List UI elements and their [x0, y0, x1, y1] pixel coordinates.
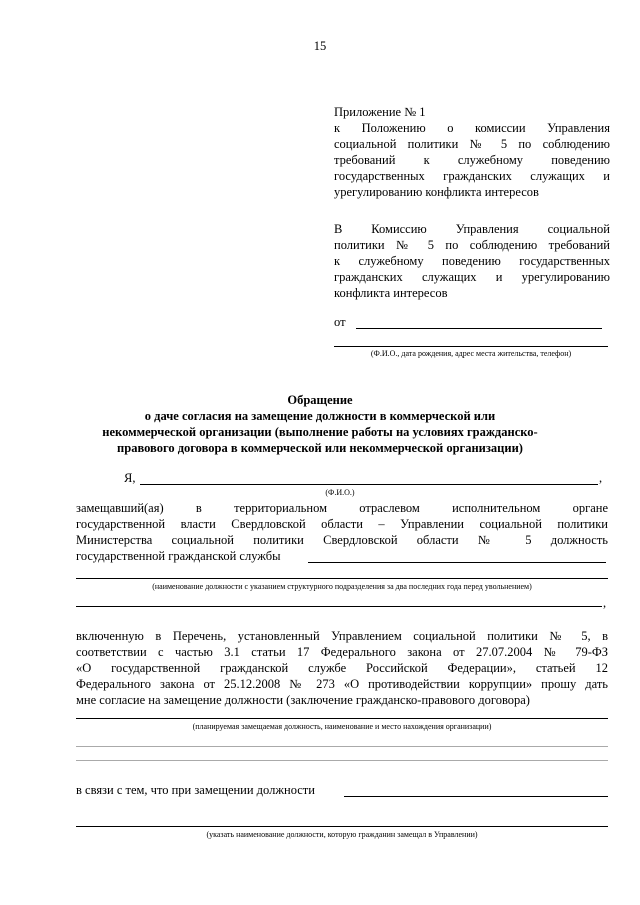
addressee-line: В Комиссию Управления социальной [334, 222, 610, 236]
appendix-line: требований к служебному поведению [334, 153, 610, 167]
planned-position-field-line[interactable] [76, 718, 608, 719]
planned-position-field-line-3[interactable] [76, 760, 608, 761]
former-position-caption: (указать наименование должности, которую гражданин замещал в Управлении) [206, 830, 478, 839]
connection-field-line[interactable] [344, 796, 608, 797]
paragraph-line: государственной власти Свердловской области – Управлении социальной политики [76, 517, 608, 531]
addressee-line: политики № 5 по соблюдению требований [334, 238, 610, 252]
ya-end-comma: , [599, 471, 603, 485]
from-field-line[interactable] [356, 328, 602, 329]
from-caption: (Ф.И.О., дата рождения, адрес места жительства, телефон) [370, 349, 572, 358]
position-field-line-3[interactable] [76, 606, 602, 607]
former-position-field-line[interactable] [76, 826, 608, 827]
document-subtitle-line: правового договора в коммерческой или некоммерческой организации) [117, 441, 523, 455]
paragraph-line: мне согласие на замещение должности (заключение гражданско-правового договора) [76, 693, 530, 707]
paragraph-line: Федерального закона от 25.12.2008 № 273 «О противодействии коррупции» прошу дать [76, 677, 608, 691]
paragraph-line: соответствии с частью 3.1 статьи 17 Федерального закона от 27.07.2004 № 79-ФЗ [76, 645, 608, 659]
paragraph-line: «О государственной гражданской службе Российской Федерации», статьей 12 [76, 661, 608, 675]
position-field-line-2[interactable] [76, 578, 608, 579]
appendix-line: урегулированию конфликта интересов [334, 185, 539, 199]
ya-label: Я, [124, 471, 136, 485]
position-caption: (наименование должности с указанием структурного подразделения за два последних года перед увольнением) [152, 582, 532, 591]
document-title: Обращение [287, 393, 353, 407]
appendix-line: социальной политики № 5 по соблюдению [334, 137, 610, 151]
paragraph-line: включенную в Перечень, установленный Управлением социальной политики № 5, в [76, 629, 608, 643]
fio-caption: (Ф.И.О.) [325, 488, 355, 497]
addressee-line: к служебному поведению государственных [334, 254, 610, 268]
fio-field-line[interactable] [140, 484, 598, 485]
addressee-line: конфликта интересов [334, 286, 448, 300]
from-label: от [334, 315, 346, 329]
planned-position-caption: (планируемая замещаемая должность, наименование и место нахождения организации) [192, 722, 492, 731]
paragraph-line: Министерства социальной политики Свердловской области № 5 должность [76, 533, 608, 547]
paragraph-1 [76, 500, 608, 564]
appendix-line: государственных гражданских служащих и [334, 169, 610, 183]
paragraph-line: замещавший(ая) в территориальном отраслевом исполнительном органе [76, 501, 608, 515]
position-field-line[interactable] [308, 562, 606, 563]
appendix-line: к Положению о комиссии Управления [334, 121, 610, 135]
position-end-comma: , [603, 596, 607, 610]
paragraph-2 [76, 628, 608, 708]
addressee-line: гражданских служащих и урегулированию [334, 270, 610, 284]
document-subtitle-line: некоммерческой организации (выполнение работы на условиях гражданско- [102, 425, 538, 439]
connection-label: в связи с тем, что при замещении должности [76, 783, 315, 797]
page-number: 15 [313, 39, 327, 53]
appendix-title: Приложение № 1 [334, 105, 426, 119]
appendix-block [334, 104, 610, 200]
paragraph-line: государственной гражданской службы [76, 549, 281, 563]
planned-position-field-line-2[interactable] [76, 746, 608, 747]
document-subtitle-line: о даче согласия на замещение должности в коммерческой или [144, 409, 496, 423]
from-field-line-2[interactable] [334, 346, 608, 347]
addressee-block [334, 221, 610, 301]
